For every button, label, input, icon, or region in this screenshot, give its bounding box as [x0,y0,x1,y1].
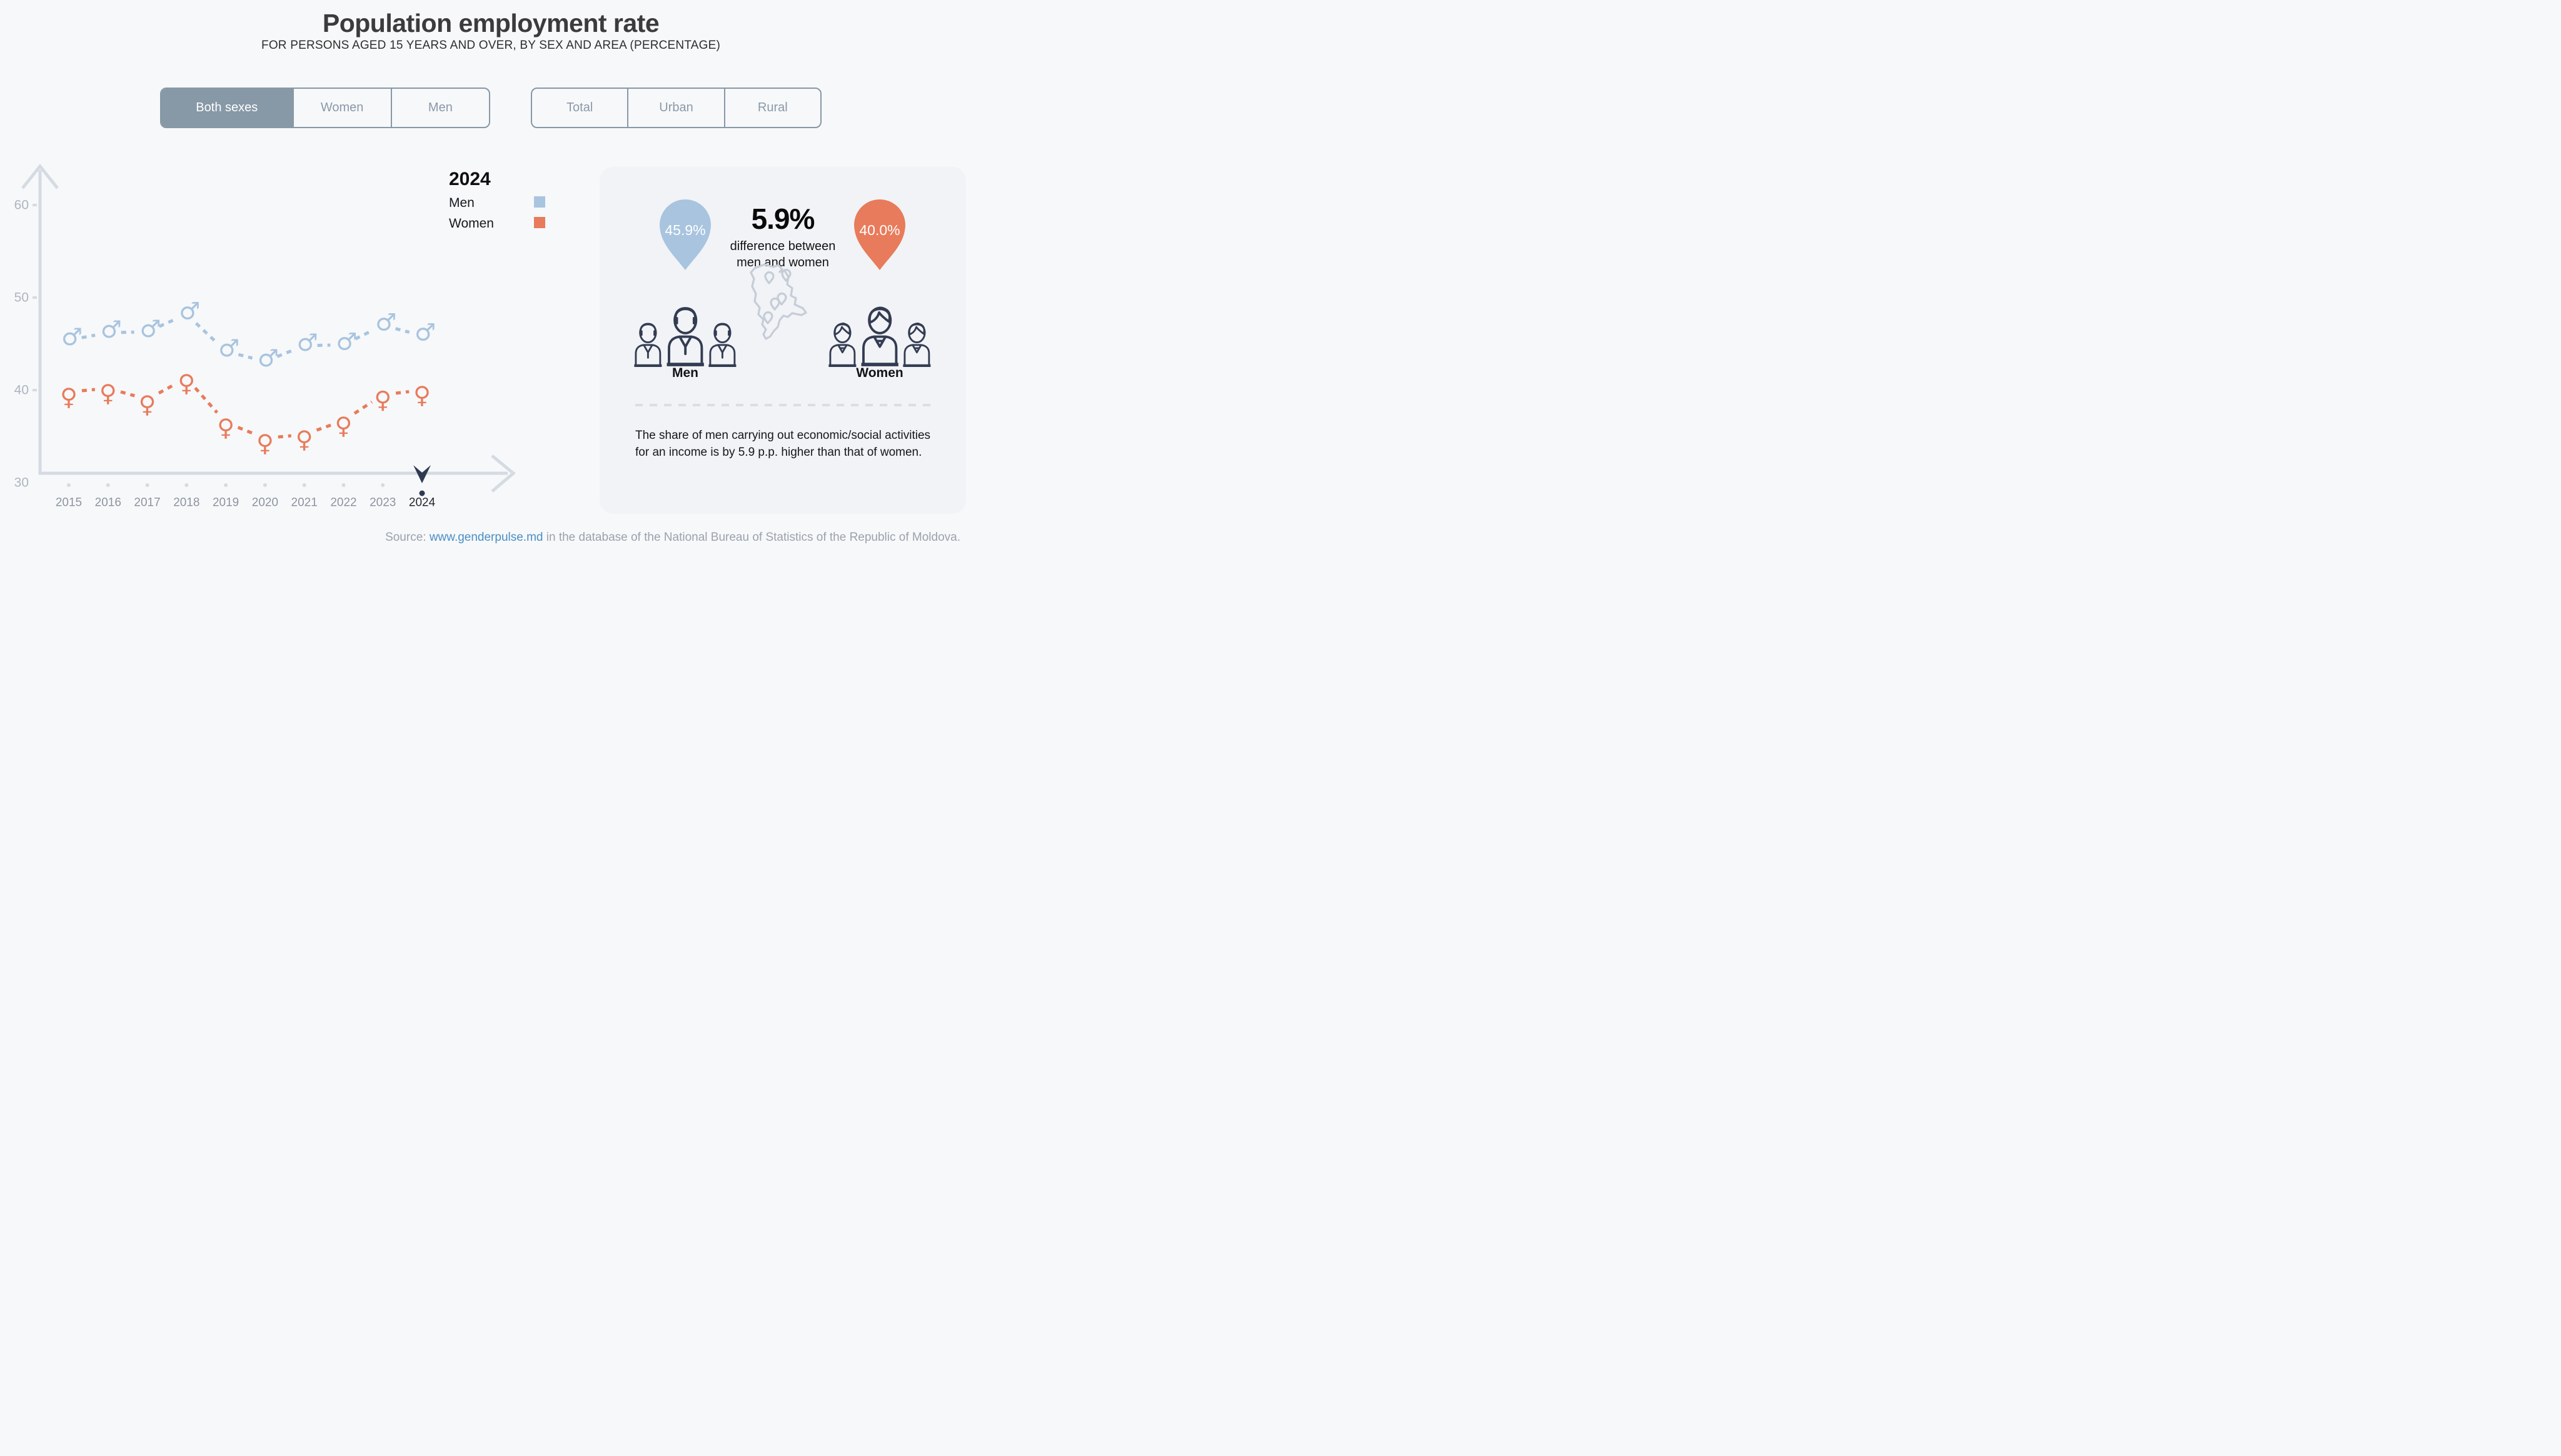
area-filter-urban[interactable]: Urban [628,89,725,127]
men-series-segment [159,319,174,326]
women-marker-2019: ♀ [217,413,235,441]
men-series-segment [238,354,252,358]
legend-year: 2024 [449,169,491,189]
men-series-segment [277,351,292,357]
year-dot [106,483,110,487]
year-dot [224,483,228,487]
difference-value: 5.9% [751,203,815,235]
chart-legend [449,169,534,231]
men-group-label: Men [672,366,698,380]
y-tick-label: 30 [14,475,29,490]
legend-item-women [449,216,534,231]
source-suffix: in the database of the National Bureau of Statistics of the Republic of Moldova. [543,531,960,544]
person-icon [707,320,738,368]
men-value-balloon [657,199,714,269]
year-label: 2017 [134,496,161,510]
source-prefix: Source: [385,531,430,544]
y-tick-label: 40 [14,383,29,398]
area-filter-total[interactable]: Total [532,89,628,127]
women-series-segment [316,425,331,430]
year-label: 2016 [94,496,121,510]
women-color-swatch [534,217,545,228]
employment-rate-line-chart [0,0,538,519]
series-layer [60,298,436,457]
women-series-segment [396,391,409,393]
women-group-label: Women [856,366,903,380]
y-axis-ticks [14,198,37,490]
men-series-segment [196,323,216,342]
women-value: 40.0% [859,222,900,238]
source-line [0,531,960,545]
legend-item-men [449,196,534,211]
legend-label-women: Women [449,216,494,231]
year-label: 2019 [212,496,239,510]
y-tick-mark [33,204,37,206]
women-marker-2020: ♀ [256,429,274,457]
women-series-segment [159,384,175,393]
men-series-segment [396,329,410,333]
men-series-segment [82,335,96,338]
women-marker-2022: ♀ [335,411,353,439]
women-marker-2016: ♀ [99,379,117,408]
women-series-segment [355,402,372,413]
area-filter-rural[interactable]: Rural [757,101,788,114]
men-marker-2016: ♂ [100,316,122,344]
selected-year-dot [420,491,425,496]
person-icon [664,303,707,368]
person-icon [858,303,901,368]
summary-text: The share of men carrying out economic/social activities for an income is by 5.9 p.p. higher than that of women. [635,429,931,459]
women-marker-2023: ♀ [374,386,392,414]
women-value-balloon [851,199,908,269]
person-icon [632,320,664,368]
men-value: 45.9% [665,222,706,238]
legend-label-men: Men [449,196,475,210]
sex-filter-men[interactable]: Men [428,101,453,114]
sex-filter-women[interactable]: Women [294,89,392,127]
year-dot [341,483,345,487]
year-label: 2021 [291,496,318,510]
person-icon [827,320,858,368]
women-marker-2017: ♀ [138,390,156,418]
area-filter-group [531,88,822,128]
page-subtitle: FOR PERSONS AGED 15 YEARS AND OVER, BY SEX AND AREA (PERCENTAGE) [261,39,720,52]
year-label: 2022 [330,496,357,510]
year-dot [263,483,267,487]
map-pin-icons [764,270,790,324]
y-tick-label: 60 [14,198,29,213]
men-marker-2024: ♂ [414,318,436,346]
dashed-divider [635,404,932,406]
year-label: 2015 [55,496,83,510]
moldova-map-icon [736,262,830,349]
women-marker-2024: ♀ [413,381,431,409]
y-tick-mark [33,389,37,391]
year-dot [184,483,188,487]
women-series-segment [82,389,95,391]
person-icon [901,320,933,368]
women-marker-2018: ♀ [178,369,196,397]
men-marker-2019: ♂ [218,334,240,362]
men-marker-2021: ♂ [296,328,318,356]
men-marker-2018: ♂ [179,297,201,325]
year-dot [381,483,385,487]
men-series-segment [355,331,371,339]
women-marker-2021: ♀ [295,426,313,454]
men-marker-2015: ♂ [61,323,83,351]
y-tick-label: 50 [14,290,29,305]
year-label: 2020 [251,496,279,510]
y-tick-mark [33,296,37,299]
women-marker-2015: ♀ [60,383,78,411]
women-group-icon [827,289,933,368]
men-marker-2020: ♂ [257,344,279,373]
difference-caption: difference between men and women [730,239,836,269]
men-marker-2023: ♂ [375,308,397,336]
men-marker-2022: ♂ [336,328,358,356]
source-link[interactable]: www.genderpulse.md [429,531,543,544]
men-group-icon [632,289,738,368]
women-series-segment [238,428,253,434]
year-dot [146,483,149,487]
page-title: Population employment rate [322,9,660,38]
summary-card [600,167,966,514]
women-series-segment [121,392,134,396]
sex-filter-both-sexes[interactable]: Both sexes [161,89,294,127]
gender-pulse-dashboard [0,0,963,547]
women-series-segment [195,388,217,413]
men-color-swatch [534,196,545,208]
year-dot [67,483,71,487]
women-series-segment [278,436,291,437]
year-label-selected: 2024 [408,496,436,510]
year-dot [303,483,306,487]
year-label: 2023 [370,496,396,510]
men-marker-2017: ♂ [139,314,161,343]
year-label: 2018 [173,496,200,510]
